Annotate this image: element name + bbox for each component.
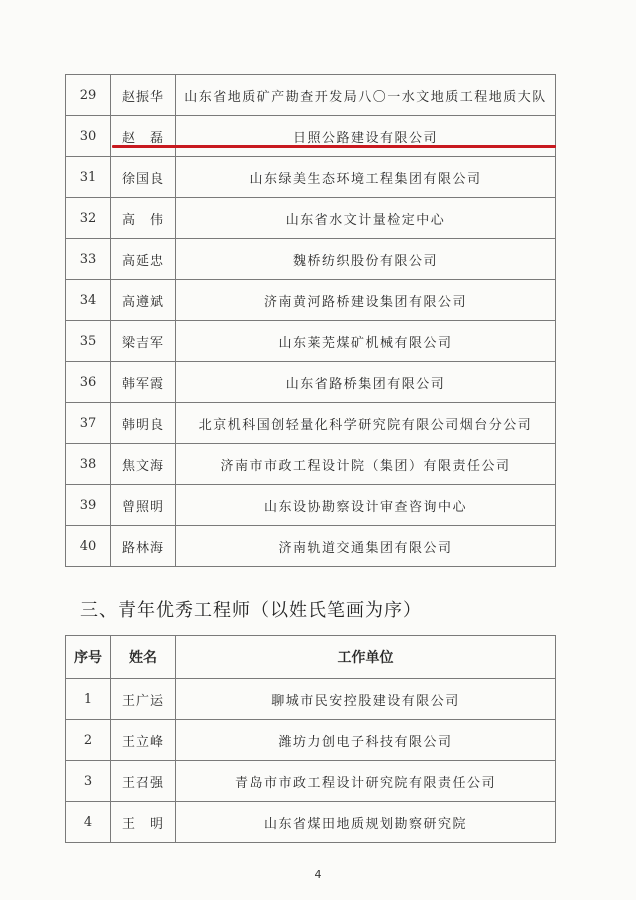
work-unit: 济南市市政工程设计院（集团）有限责任公司: [176, 444, 556, 485]
work-unit: 山东设协勘察设计审查咨询中心: [176, 485, 556, 526]
work-unit: 北京机科国创轻量化科学研究院有限公司烟台分公司: [176, 403, 556, 444]
table-row: [66, 280, 556, 321]
work-unit: 青岛市市政工程设计研究院有限责任公司: [176, 761, 556, 802]
work-unit: 济南黄河路桥建设集团有限公司: [176, 280, 556, 321]
table-row: [66, 157, 556, 198]
table-row: [66, 485, 556, 526]
table-row: [66, 802, 556, 843]
person-name: 王立峰: [111, 720, 176, 761]
table-row: [66, 239, 556, 280]
table-row: [66, 679, 556, 720]
table-row: [66, 720, 556, 761]
person-name: 梁吉军: [111, 321, 176, 362]
row-number: 29: [66, 75, 111, 116]
row-number: 32: [66, 198, 111, 239]
row-number: 3: [66, 761, 111, 802]
table-row: [66, 403, 556, 444]
table-header-row: [66, 636, 556, 679]
table-row: [66, 444, 556, 485]
person-name: 韩明良: [111, 403, 176, 444]
person-name: 高延忠: [111, 239, 176, 280]
person-name: 韩军霞: [111, 362, 176, 403]
row-number: 34: [66, 280, 111, 321]
person-name: 赵振华: [111, 75, 176, 116]
work-unit: 济南轨道交通集团有限公司: [176, 526, 556, 567]
work-unit: 山东省地质矿产勘查开发局八〇一水文地质工程地质大队: [176, 75, 556, 116]
row-number: 36: [66, 362, 111, 403]
work-unit: 聊城市民安控股建设有限公司: [176, 679, 556, 720]
person-name: 高遵斌: [111, 280, 176, 321]
table-row: [66, 362, 556, 403]
person-name: 王召强: [111, 761, 176, 802]
work-unit: 山东莱芜煤矿机械有限公司: [176, 321, 556, 362]
row-number: 39: [66, 485, 111, 526]
table-row: [66, 526, 556, 567]
row-number: 35: [66, 321, 111, 362]
table-row: [66, 116, 556, 157]
row-number: 4: [66, 802, 111, 843]
person-name: 高 伟: [111, 198, 176, 239]
red-underline-mark: [112, 145, 556, 148]
table-row: [66, 198, 556, 239]
row-number: 30: [66, 116, 111, 157]
work-unit: 山东绿美生态环境工程集团有限公司: [176, 157, 556, 198]
row-number: 31: [66, 157, 111, 198]
person-name: 路林海: [111, 526, 176, 567]
work-unit: 山东省路桥集团有限公司: [176, 362, 556, 403]
person-name: 王 明: [111, 802, 176, 843]
table-row: [66, 321, 556, 362]
person-name: 王广运: [111, 679, 176, 720]
row-number: 1: [66, 679, 111, 720]
column-header-name: 姓名: [111, 636, 176, 679]
person-name: 曾照明: [111, 485, 176, 526]
page-number: 4: [314, 868, 322, 881]
person-name: 赵 磊: [111, 116, 176, 157]
work-unit: 山东省水文计量检定中心: [176, 198, 556, 239]
work-unit: 山东省煤田地质规划勘察研究院: [176, 802, 556, 843]
work-unit: 魏桥纺织股份有限公司: [176, 239, 556, 280]
row-number: 2: [66, 720, 111, 761]
table-row: [66, 75, 556, 116]
column-header-number: 序号: [66, 636, 111, 679]
row-number: 33: [66, 239, 111, 280]
person-name: 徐国良: [111, 157, 176, 198]
row-number: 40: [66, 526, 111, 567]
work-unit: 潍坊力创电子科技有限公司: [176, 720, 556, 761]
young-engineer-table: [65, 635, 556, 843]
column-header-unit: 工作单位: [176, 636, 556, 679]
section-heading: 三、青年优秀工程师（以姓氏笔画为序）: [80, 600, 422, 621]
work-unit: 日照公路建设有限公司: [176, 116, 556, 157]
person-name: 焦文海: [111, 444, 176, 485]
row-number: 38: [66, 444, 111, 485]
row-number: 37: [66, 403, 111, 444]
table-row: [66, 761, 556, 802]
